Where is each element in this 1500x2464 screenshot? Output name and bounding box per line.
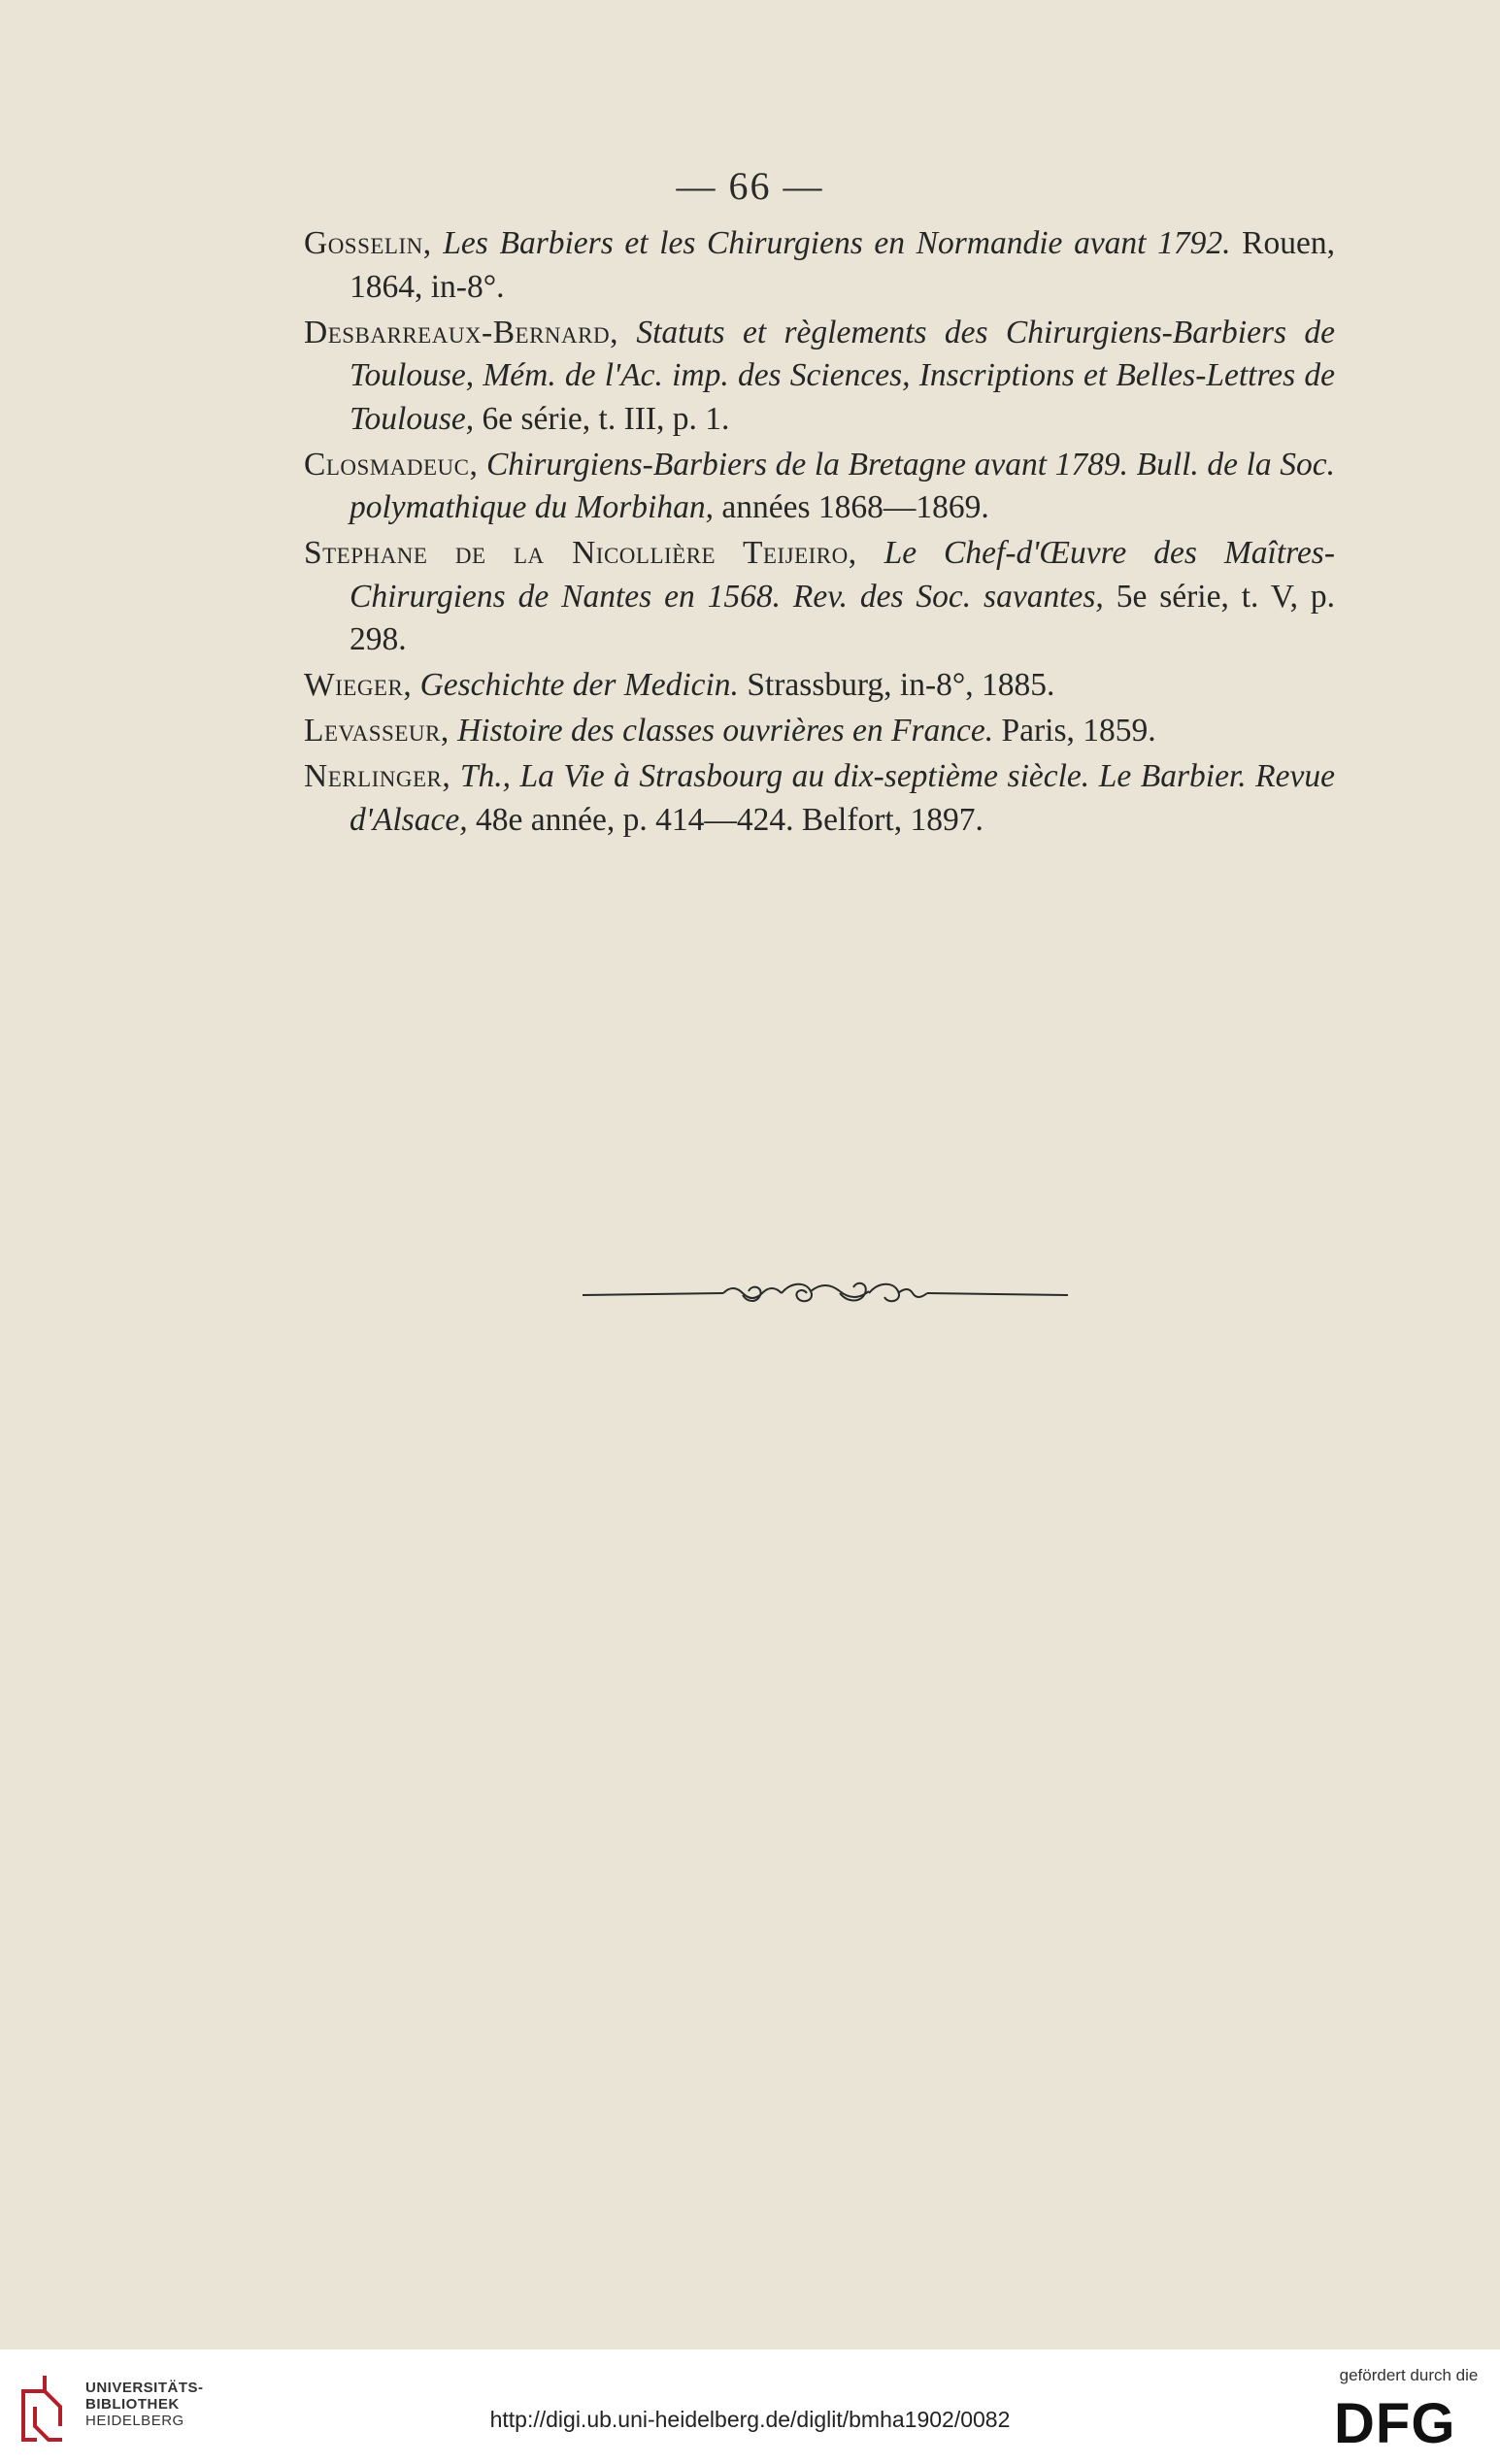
bibliography-entry <box>304 664 1335 708</box>
entry-title: Chirurgiens-Barbiers de la Bretagne avant 1789. Bull. de la Soc. polymathique du Morbihan, <box>350 446 1335 525</box>
entry-title: Th., La Vie à Strasbourg au dix-septième siècle. Le Barbier. Revue d'Alsace, <box>350 758 1335 838</box>
ornamental-divider-icon <box>578 1274 1073 1313</box>
entry-details: 48e année, p. 414—424. Belfort, 1897. <box>475 801 983 838</box>
bibliography-entry <box>304 222 1335 309</box>
bibliography-entry <box>304 312 1335 442</box>
entry-title: Statuts et règlements des Chirurgiens-Barbiers de Toulouse, Mém. de l'Ac. imp. des Sciences, Inscriptions et Belles-Lettres de Toulouse, <box>350 314 1336 437</box>
source-url-link[interactable]: http://digi.ub.uni-heidelberg.de/diglit/bmha1902/0082 <box>489 2407 1011 2432</box>
bibliography-entry <box>304 444 1335 530</box>
entry-details: Paris, 1859. <box>1001 713 1156 749</box>
page-number: — 66 — <box>676 164 824 208</box>
entry-title: Les Barbiers et les Chirurgiens en Normandie avant 1792. <box>443 225 1231 261</box>
entry-details: années 1868—1869. <box>721 489 989 525</box>
entry-details: Strassburg, in-8°, 1885. <box>747 667 1055 703</box>
funding-label: gefördert durch die <box>1339 2366 1479 2384</box>
bibliography-entry <box>304 710 1335 753</box>
entry-title: Geschichte der Medicin. <box>419 667 739 703</box>
entry-title: Le Chef-d'Œuvre des Maîtres-Chirurgiens de Nantes en 1568. Rev. des Soc. savantes, <box>350 535 1335 615</box>
entry-author: Levasseur, <box>304 713 450 749</box>
entry-author: Closmadeuc, <box>304 446 479 483</box>
entry-author: Stephane de la Nicollière Teijeiro, <box>304 535 857 571</box>
entry-author: Wieger, <box>304 667 413 703</box>
library-name-line: UNIVERSITÄTS- <box>85 2380 204 2396</box>
entry-title: Histoire des classes ouvrières en France. <box>457 713 994 749</box>
bibliography-list <box>304 222 1335 845</box>
entry-author: Desbarreaux-Bernard, <box>304 314 618 350</box>
bibliography-entry <box>304 755 1335 842</box>
entry-details: Rouen, 1864, in-8°. <box>350 225 1336 305</box>
entry-details: 5e série, t. V, p. 298. <box>350 578 1336 657</box>
library-name-line: HEIDELBERG <box>85 2413 184 2429</box>
entry-author: Gosselin, <box>304 225 432 261</box>
dfg-logo: DFG <box>1334 2392 1456 2455</box>
bibliography-entry <box>304 532 1335 662</box>
entry-details: 6e série, t. III, p. 1. <box>482 400 730 437</box>
entry-author: Nerlinger, <box>304 758 451 794</box>
library-name-line: BIBLIOTHEK <box>85 2396 180 2413</box>
